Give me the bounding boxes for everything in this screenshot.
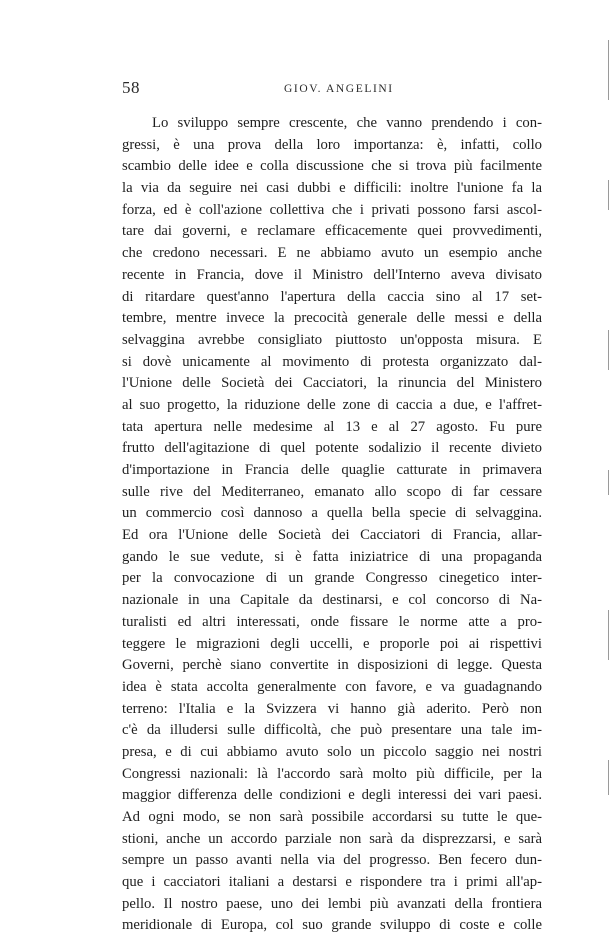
text-line: tare dai governi, e reclamare efficacemente quei provvedimenti,	[122, 223, 542, 240]
text-line: Congressi nazionali: là l'accordo sarà molto più difficile, per la	[122, 765, 542, 782]
body-text	[122, 113, 542, 937]
text-line: idea è stata accolta generalmente con favore, e va guadagnando	[122, 678, 542, 695]
text-line: meridionale di Europa, col suo grande sviluppo di coste e colle	[122, 917, 542, 934]
text-line: tata apertura nelle medesime al 13 e al 27 agosto. Fu pure	[122, 418, 542, 435]
text-line: stioni, anche un accordo parziale non sarà da disprezzarsi, e sarà	[122, 830, 542, 847]
text-line: scambio delle idee e colla discussione che si trova più facilmente	[122, 158, 542, 175]
text-line: nazionale in una Capitale da destinarsi, e col concorso di Na-	[122, 592, 542, 609]
text-line: Ad ogni modo, se non sarà possibile accordarsi su tutte le que-	[122, 809, 542, 825]
text-line: frutto dell'agitazione di quel potente sodalizio il recente divieto	[122, 440, 542, 457]
text-line: Ed ora l'Unione delle Società dei Cacciatori di Francia, allar-	[122, 527, 542, 544]
text-line: Governi, perchè siano convertite in disposizioni di legge. Questa	[122, 657, 542, 674]
text-line: maggior differenza delle condizioni e degli interessi dei vari paesi.	[122, 787, 542, 804]
running-head: GIOV. ANGELINI	[284, 83, 394, 95]
text-line: Lo sviluppo sempre crescente, che vanno prendendo i con-	[152, 115, 542, 131]
text-line: c'è da illudersi sulle difficoltà, che può presentare una tale im-	[122, 722, 542, 739]
text-line: di ritardare quest'anno l'apertura della caccia sino al 17 set-	[122, 288, 542, 305]
text-line: selvaggina avrebbe consigliato piuttosto un'opposta misura. E	[122, 331, 542, 348]
text-line: si dovè unicamente al movimento di protesta organizzato dal-	[122, 353, 542, 370]
text-line: d'importazione in Francia delle quaglie catturate in primavera	[122, 462, 542, 478]
page-number: 58	[122, 78, 140, 97]
text-line: al suo progetto, la riduzione delle zone di caccia a due, e l'affret-	[122, 396, 542, 413]
text-line: presa, e di cui abbiamo avuto solo un piccolo saggio nei nostri	[122, 743, 542, 760]
page-header	[122, 78, 542, 98]
text-line: l'Unione delle Società dei Cacciatori, la rinuncia del Ministero	[122, 375, 542, 392]
text-line: gando le sue vedute, si è fatta iniziatrice di una propaganda	[122, 548, 542, 565]
text-line: per la convocazione di un grande Congresso cinegetico inter-	[122, 570, 542, 587]
text-line: recente in Francia, dove il Ministro dell'Interno aveva divisato	[122, 266, 542, 283]
text-line: terreno: l'Italia e la Svizzera vi hanno già aderito. Però non	[122, 700, 542, 717]
text-line: un commercio così dannoso a quella bella specie di selvaggina.	[122, 505, 542, 522]
text-line: forza, ed è coll'azione collettiva che i privati possono farsi ascol-	[122, 201, 542, 218]
text-line: la via da seguire nei casi dubbi e difficili: inoltre l'unione fa la	[122, 180, 542, 197]
text-line: gressi, è una prova della loro importanza: è, infatti, collo	[122, 136, 542, 153]
text-line: sempre un passo avanti nella via del progresso. Ben fecero dun-	[122, 852, 542, 869]
text-line: teggere le migrazioni degli uccelli, e proporle poi ai rispettivi	[122, 635, 542, 652]
page-edge-marks	[602, 0, 612, 900]
text-line: pello. Il nostro paese, uno dei lembi più avanzati della frontiera	[122, 895, 542, 912]
text-line: tembre, mentre invece la precocità generale delle messi e della	[122, 310, 542, 327]
text-line: sulle rive del Mediterraneo, emanato allo scopo di far cessare	[122, 483, 542, 500]
text-line: che credono necessari. E ne abbiamo avuto un esempio anche	[122, 245, 542, 262]
text-line: turalisti ed altri interessati, onde fissare le norme atte a pro-	[122, 613, 542, 630]
text-line: que i cacciatori italiani a destarsi e rispondere tra i primi all'ap-	[122, 874, 542, 891]
